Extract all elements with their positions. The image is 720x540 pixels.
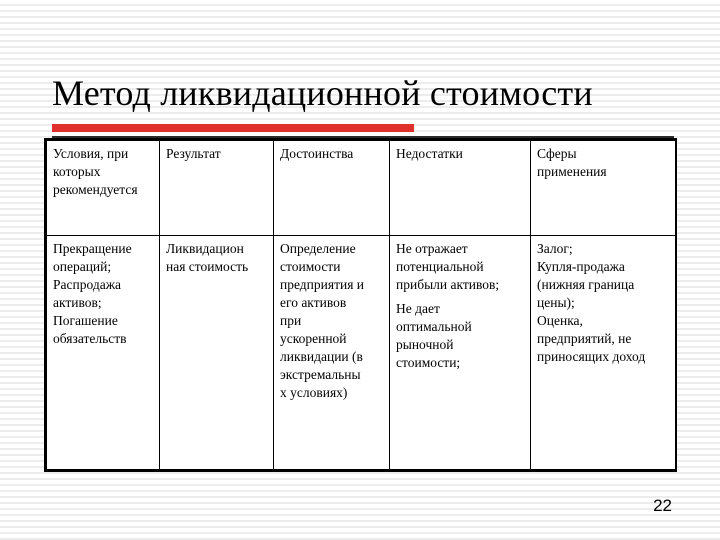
header-application-areas: Сферы применения xyxy=(531,141,676,236)
header-advantages: Достоинства xyxy=(274,141,390,236)
cell-application-areas: Залог; Купля-продажа (нижняя граница цены); Оценка, предприятий, не приносящих доход xyxy=(531,236,676,470)
cell-advantages: Определение стоимости предприятия и его активов при ускоренной ликвидации (в экстремальны х условиях) xyxy=(274,236,390,470)
header-conditions: Условия, при которых рекомендуется xyxy=(47,141,160,236)
title-accent-bar xyxy=(52,124,414,132)
comparison-table xyxy=(44,138,677,472)
cell-conditions: Прекращение операций; Распродажа активов; Погашение обязательств xyxy=(47,236,160,470)
cell-disadvantages: Не отражает потенциальной прибыли активов; Не дает оптимальной рыночной стоимости; xyxy=(390,236,531,470)
header-result: Результат xyxy=(160,141,274,236)
page-number: 22 xyxy=(653,496,672,515)
cell-result: Ликвидацион ная стоимость xyxy=(160,236,274,470)
table-header-row xyxy=(47,141,676,236)
header-disadvantages: Недостатки xyxy=(390,141,531,236)
table-row xyxy=(47,236,676,470)
slide-title: Метод ликвидационной стоимости xyxy=(52,73,593,113)
